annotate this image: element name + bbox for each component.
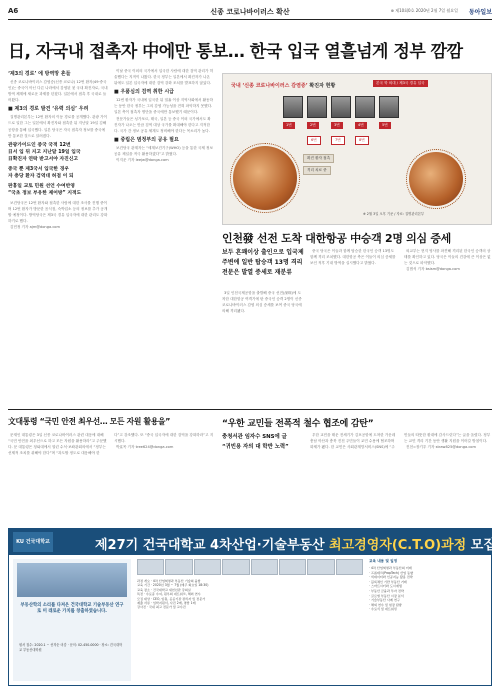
highlight-line: 판홍일 교토 민원 선언 수여반영: [8, 183, 75, 189]
case-label: 1번: [283, 122, 295, 129]
virus-illustration: [233, 146, 297, 210]
ad-banner: [9, 529, 496, 555]
subhead: ‘제3의 경로’ 에 방역망 흔들: [8, 71, 71, 77]
instructor-photos: [137, 559, 363, 575]
body-text: 3일 인천국제공항을 출발해 중국 선전(深圳)에 도착한 대한항공 여객기에 탄 중국인 승객 2명이 신종 코로나바이러스 감염 의심 증세를 보여 중국 당국에 의해 격리됐다.: [222, 291, 302, 314]
patient-thumbnail: [307, 96, 327, 118]
byline: 이지운 기자 leejw@donga.com: [116, 158, 169, 163]
highlight-line: 日서 입 뒤 지고 지난달 19일 입국: [8, 149, 81, 155]
body-text: 이날 중국 이외의 국가에서 입국한 사람에 대한 검역 관리가 허술했다는 지적이 나왔다. 한국 정부는 일본에서 확진자가 나온 뒤에도 일본 입국자에 대한 검역 강화 조치를 발표하지 않았다.: [114, 69, 214, 86]
subhead: ■ 제3의 경로 발견 ‘유력 의심’ 우려: [8, 106, 89, 113]
ad-middle-panel: [137, 559, 363, 681]
body-text: 중국 당국은 이들과 함께 탑승한 한국인 승객 13명도 함께 격리 조치했다. 대한항공 측은 이들이 의심 증세를 보인 직후 기내 방역을 실시했다고 밝혔다.: [310, 249, 396, 266]
body-text: 전문가들은 싱가포르, 태국, 일본 등 중국 이외 국가에서도 확진자가 나오는 만큼 검역 대상 국가를 확대해야 한다고 지적한다. 국가 간 정보 공유 체계도 정비해야 한다는 목소리가 높다.: [114, 116, 211, 133]
body-text: 우한 교민을 태운 전세기가 김포공항에 도착한 가운데 충남 아산과 충북 진천 주민들이 교민 수용에 협조하며 화제가 됐다. 한 교민은 사회관계망서비스(SNS)에 “주민들의 따뜻한 환대에 감사드린다”는 글을 올렸다. 정부는 교민 격리 기간 동안 생활 지원을 이어갈 방침이다.: [310, 433, 491, 450]
newspaper-logo: 동아일보: [468, 9, 492, 16]
ad-schedule: · 4차 산업혁명과 부동산의 미래 · 프롭테크(PropTech) 산업 동향 · 빅데이터와 인공지능 활용 전략 · 블록체인 기반 부동산 거래 · 스마트시티와 도시재생 · 부동산 금융과 투자 전략 · 글로벌 부동산 시장 분석 · 기술부동산 사례 연구 · 해외 연수 및 현장 탐방 · 수료식 및 네트워킹: [369, 566, 414, 612]
main-headline: 日, 자국내 접촉자 中에만 통보… 한국 입국 열흘넘게 정부 깜깜: [8, 42, 463, 62]
university-logo: KU 건국대학교: [13, 532, 53, 552]
infographic-box: [222, 73, 492, 225]
patient-thumbnail: [331, 96, 351, 118]
right-body-3: [404, 248, 492, 400]
case-label: 6번: [307, 136, 321, 145]
ad-schedule-title: 교육 내용 및 일정: [369, 559, 398, 563]
ad-title: 제27기 건국대학교 4차산업·기술부동산 최고경영자(C.T.O)과정 모집: [95, 538, 496, 553]
lede-line: “귀빈용 자의 대 학반 노력”: [222, 444, 289, 450]
byline: 김범석 기자 bsism@donga.com: [406, 267, 460, 272]
section-divider: [8, 409, 492, 410]
body-text: 12번 환자가 국내에 입국한 뒤 열흘 이상 지역사회에서 활동하는 동안 한국 정부는 그의 감염 가능성을 전혀 파악하지 못했다. 일본 측이 접촉자 명단을 중국에만 통보했기 때문이다.: [114, 98, 214, 115]
university-advertisement: [8, 528, 496, 686]
highlight-line: 중국 뿐 제3국서 입국한 경우: [8, 166, 69, 172]
case-label: 2번: [307, 122, 319, 129]
case-label: 3번: [331, 122, 343, 129]
lede-line: 충청서관 임자수 SNS에 글: [222, 434, 287, 440]
bottom-right-article: [310, 432, 492, 520]
highlight-line: 관광가이드인 중국 국적 12번: [8, 142, 71, 148]
byline: 박효목 기자 tree624@donga.com: [116, 445, 174, 450]
bottom-right-lede: [222, 432, 304, 520]
body-text: 외교부는 현지 영사를 파견해 격리된 한국인 승객의 상태를 확인하고 있다. 당국은 이들의 건강에 큰 이상은 없는 것으로 파악했다.: [404, 249, 491, 266]
byline: 김민정 기자 ajm@donga.com: [10, 225, 60, 230]
ad-details: 과정 개요 · 4차 산업혁명과 부동산 기술의 융합 교육 기간 · 2020년 3월 ~ 7월 (매주 화요일 18:30) 교육 장소 · 건국대학교 새천년관 강의실 특전 · 수료증 수여, 원우회 네트워크, 해외 연수 모집 대상 · CEO, 임원, 공공기관 관리자 및 전문가 제출 서류 · 입학지원서, 사진 2매, 명함 1매 강사진 · 국내 최고 전문가 및 교수진: [137, 579, 209, 610]
body-text: 질병관리본부는 12번 환자의 이동 경로를 공개했다. 관광 가이드로 일한 그는 일본에서 확진자와 접촉한 뒤 지난달 19일 김해공항을 통해 입국했다. 일본 당국은 자국 접촉자 정보를 중국에만 통보한 것으로 알려졌다.: [8, 115, 108, 138]
infographic-title: 국내 ‘신종 코로나바이러스 감염증’ 확진자 현황: [231, 83, 336, 89]
case-label: 7번: [331, 136, 345, 145]
case-label: 5번: [379, 122, 391, 129]
middle-article: [114, 68, 214, 406]
byline: 진천=장기우 기자 straw825@donga.com: [406, 445, 477, 450]
section-title: 신종 코로나바이러스 확산: [210, 8, 290, 16]
body-text: 신종 코로나바이러스 감염증(신종 코로나) 12번 환자(49·중국인)는 중국이 아닌 다른 나라에서 감염된 첫 국내 확진자로, 국내 방역 체계에 새로운 과제를 던졌다. 일본에서 접촉 후 국내로 들어왔다.: [8, 80, 108, 103]
body-text: 문재인 대통령은 3일 신종 코로나바이러스 관련 대응에 대해 “국민 안전을 최우선으로 하고 모든 자원을 활용하라”고 주문했다. 문 대통령은 청와대에서 열린 수석·보좌관회의에서 “정부는 선제적 조치를 취해야 한다”며 “과도할 정도로 대응해야 한다”고 강조했다. 또 “중국 입국자에 대한 검역을 강화하라”고 지시했다.: [8, 433, 214, 456]
body-text: 보건당국은 12번 환자와 접촉한 사람에 대한 조사를 진행 중이며 12번 환자가 방문한 음식점, 숙박업소 등의 정보를 추가 공개할 예정이다. 방역당국은 제3국 경유 입국자에 대한 관리도 강화하기로 했다.: [8, 200, 108, 224]
ad-slogan: 부동산학의 소리를 다져온 건국대학교 기술부동산 연구로 미 래로운 가치를 창출하였습니다.: [20, 603, 124, 615]
status-box: 격리 치료 중: [303, 166, 331, 175]
subhead: ■ 중립은 범정부의 공유 필요: [114, 136, 179, 143]
virus-illustration: [409, 152, 463, 206]
issue-date: ⊕ 제10회0호 2020년 2월 7일 월요일: [390, 8, 458, 13]
lede-line: 보두 흔쾌이상 출인으로 입국제: [222, 249, 304, 256]
source-note: ※ 2월 3일 오후 기준 / 자료: 질병관리본부: [363, 212, 425, 216]
patient-thumbnail: [379, 96, 399, 118]
bottom-left-article: [8, 432, 214, 520]
left-article: [8, 68, 108, 406]
highlight-line: “국초 정보 부유한 제어방” 지적도: [8, 190, 82, 196]
case-label: 4번: [355, 122, 367, 129]
page-number: A6: [8, 7, 19, 15]
right-body-1: [222, 290, 304, 400]
patient-thumbnail: [283, 96, 303, 118]
campus-photo: [17, 563, 127, 597]
patient-thumbnail: [355, 96, 375, 118]
masthead: [8, 6, 492, 20]
highlight-line: 자 충당 환자 검역대 허점 이 되: [8, 173, 74, 179]
subhead: ■ 우품심의 검역 취한 시급: [114, 89, 174, 96]
status-box: 확진 환자 접촉: [303, 154, 334, 163]
ad-right-panel: [369, 559, 487, 681]
bottom-right-headline: “우한 교민들 전폭적 철수 협조에 감탄”: [222, 419, 374, 429]
body-text: 보건당국 관계자는 “세계보건기구(WHO) 등을 통한 국제 정보 공유 채널을 적극 활용하겠다”고 밝혔다.: [114, 145, 213, 156]
bottom-left-headline: 文대통령 “국민 안전 최우선… 모든 자원 활용을”: [8, 417, 171, 426]
right-headline: 인천發 선전 도착 대한항공 中승객 2명 의심 증세: [222, 232, 452, 245]
ad-left-panel: [13, 559, 131, 681]
right-body-2: [310, 248, 398, 400]
ad-contact: 원서 접수: 2020.1 ~ 선착순 마감 · 문의: 02-450-0000 · 장소: 건국대학교 부동산대학원: [19, 643, 123, 652]
case-label: 8번: [355, 136, 369, 145]
highlight-line: 日확진자 연락 받고서야 자진신고: [8, 156, 79, 162]
infographic-tag: 본국 학 외대 / 제3국 경유 입국: [373, 80, 428, 87]
lede-line: 전문은 발열 증세로 재분류: [222, 269, 293, 276]
lede-line: 주변에 일반 탑승객 13명 격리: [222, 259, 303, 266]
